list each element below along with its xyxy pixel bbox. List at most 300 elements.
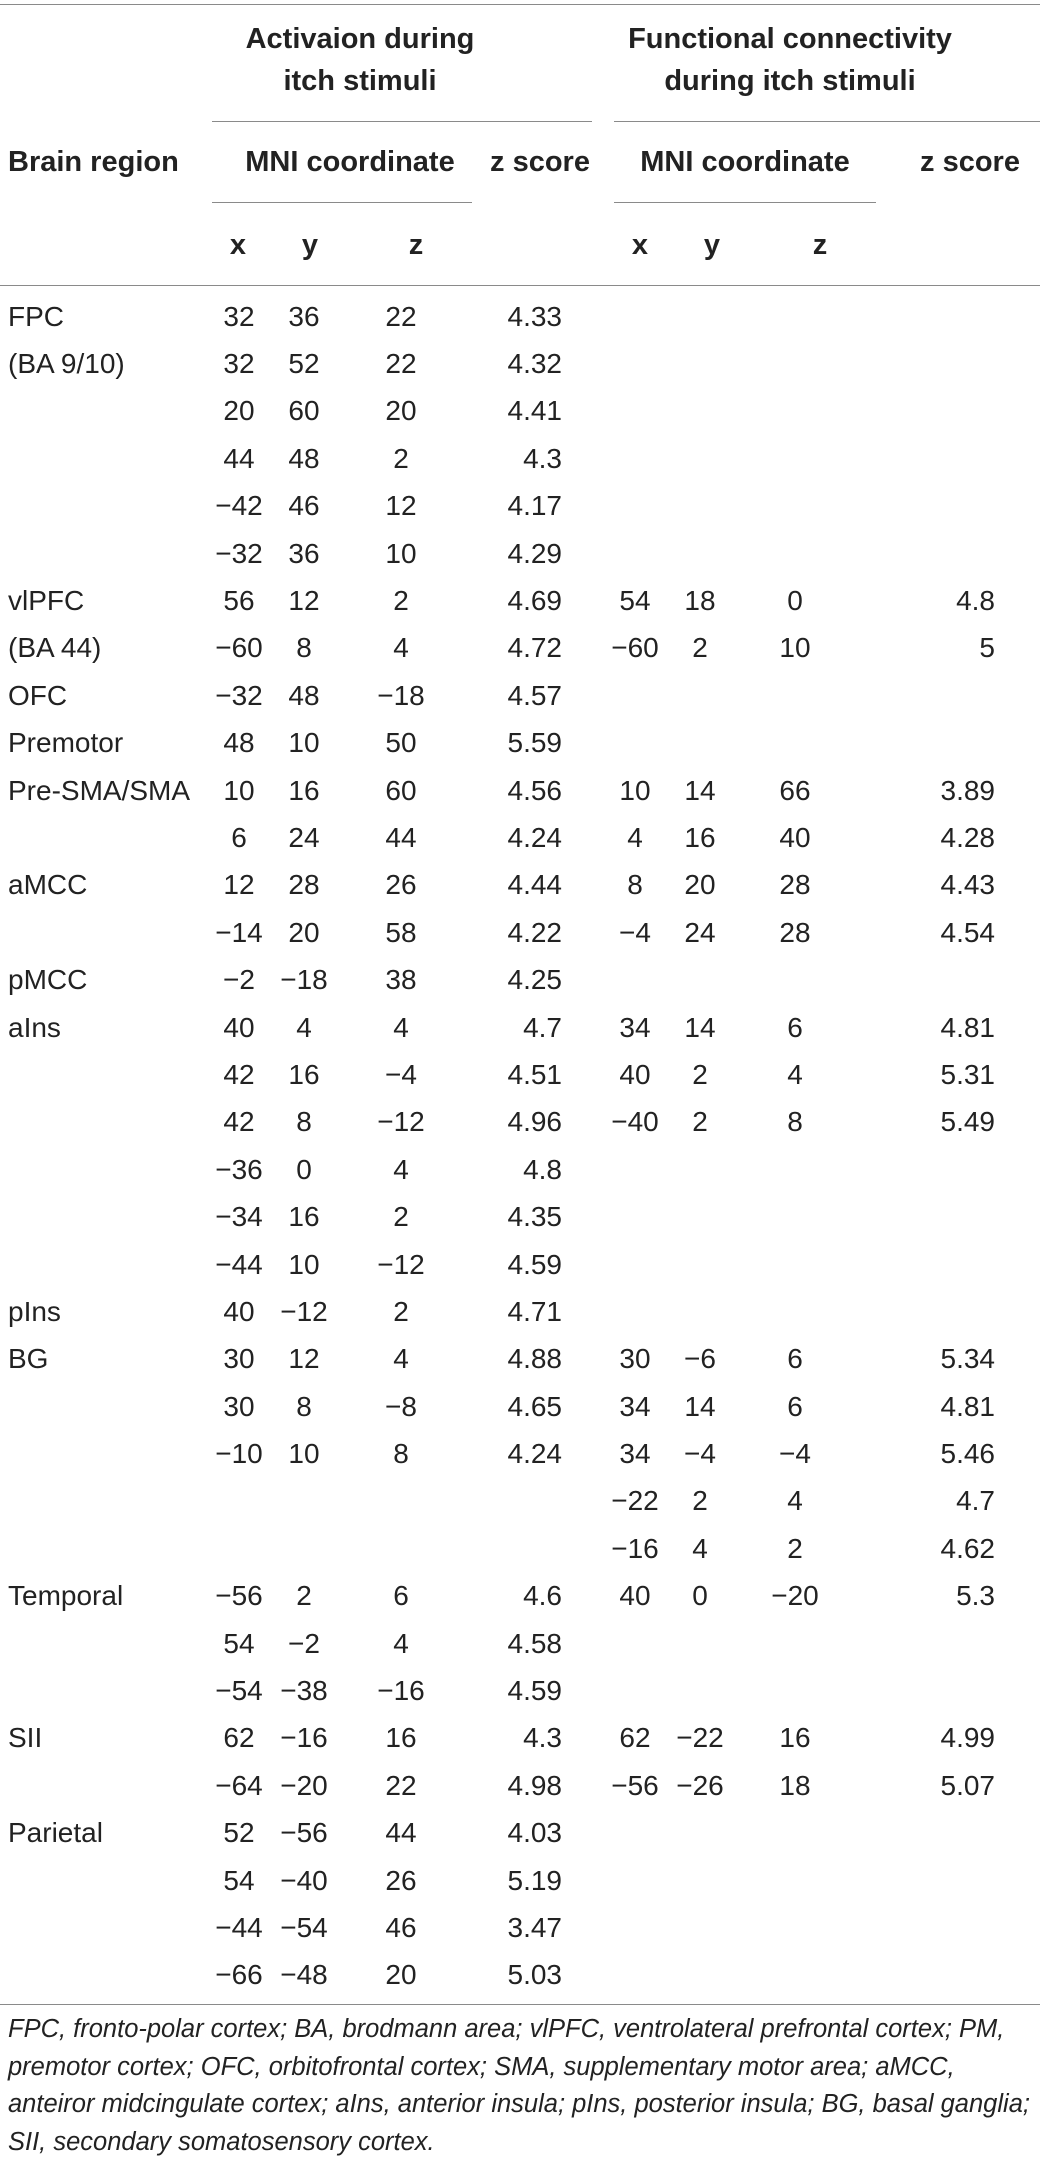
- brain-region-cell: BG: [8, 1343, 49, 1375]
- y-connectivity-cell: 2: [692, 1485, 708, 1517]
- y-connectivity-cell: [664, 1952, 736, 1999]
- y-activation-cell: 28: [288, 869, 320, 901]
- y-connectivity-cell: −6: [684, 1343, 716, 1375]
- brain-region-cell: [0, 1241, 210, 1288]
- z-activation-cell: −8: [385, 1390, 417, 1422]
- zscore-connectivity-cell: 4.99: [940, 1722, 995, 1754]
- table-body: [0, 293, 1040, 1999]
- y-connectivity-cell: [664, 1620, 736, 1667]
- z-connectivity-cell: 66: [779, 774, 811, 806]
- x-connectivity-cell: [606, 1857, 664, 1904]
- y-activation-cell: 46: [288, 490, 320, 522]
- table-row: [0, 909, 1040, 956]
- brain-region-cell: [0, 388, 210, 435]
- table-row: [0, 483, 1040, 530]
- table-row: [0, 1004, 1040, 1051]
- x-activation-cell: −42: [215, 490, 263, 522]
- z-activation-cell: 4: [393, 1343, 409, 1375]
- brain-region-cell: [0, 1952, 210, 1999]
- x-connectivity-cell: [606, 388, 664, 435]
- zscore-activation-cell: 4.59: [507, 1675, 562, 1707]
- x-connectivity-cell: [606, 340, 664, 387]
- z-activation-cell: 4: [393, 632, 409, 664]
- z-connectivity-cell: 8: [787, 1106, 803, 1138]
- z-activation-cell: 2: [393, 585, 409, 617]
- zscore-connectivity-cell: 4.7: [956, 1485, 995, 1517]
- zscore-connectivity-cell: [854, 1904, 1040, 1951]
- zscore-connectivity-cell: [854, 293, 1040, 340]
- brain-region-cell: aIns: [8, 1011, 61, 1043]
- y-connectivity-cell: [664, 1146, 736, 1193]
- y-connectivity-cell: [664, 340, 736, 387]
- x-activation-cell: −36: [215, 1153, 263, 1185]
- y-activation-cell: −38: [280, 1675, 328, 1707]
- zscore-activation-cell: 4.41: [507, 395, 562, 427]
- x-activation-cell: −2: [223, 964, 255, 996]
- y-activation-cell: 2: [296, 1580, 312, 1612]
- y-activation-cell: −54: [280, 1911, 328, 1943]
- brain-region-cell: [0, 1193, 210, 1240]
- x-connectivity-cell: −40: [611, 1106, 659, 1138]
- z-connectivity-cell: [736, 483, 854, 530]
- x-activation-cell: 32: [223, 300, 255, 332]
- y-connectivity-cell: 14: [684, 1011, 716, 1043]
- table-row: [0, 1810, 1040, 1857]
- zscore-connectivity-cell: [854, 1241, 1040, 1288]
- zscore-connectivity-cell: 4.8: [956, 585, 995, 617]
- brain-region-cell: Pre-SMA/SMA: [8, 774, 191, 806]
- mni-coordinate-header-activation: MNI coordinate: [245, 146, 455, 178]
- brain-region-cell: [0, 530, 210, 577]
- z-activation-cell: −12: [377, 1106, 425, 1138]
- z-connectivity-cell: [736, 530, 854, 577]
- x-activation-cell: 20: [223, 395, 255, 427]
- brain-region-header: Brain region: [8, 146, 179, 178]
- zscore-activation-cell: 4.3: [523, 1722, 562, 1754]
- z-connectivity-cell: 10: [779, 632, 811, 664]
- y-connectivity-cell: [664, 483, 736, 530]
- z-connectivity-cell: [736, 672, 854, 719]
- y-connectivity-cell: [664, 1857, 736, 1904]
- y-connectivity-cell: [664, 1667, 736, 1714]
- z-activation-cell: 26: [385, 869, 417, 901]
- y-activation-cell: 8: [296, 1106, 312, 1138]
- x-connectivity-cell: [606, 1241, 664, 1288]
- zscore-connectivity-cell: [854, 1193, 1040, 1240]
- x-connectivity-cell: 30: [619, 1343, 651, 1375]
- mni-rule-connectivity: [614, 202, 876, 203]
- x-activation-cell: 62: [223, 1722, 255, 1754]
- y-connectivity-cell: [664, 435, 736, 482]
- zscore-connectivity-cell: [854, 1857, 1040, 1904]
- z-connectivity-cell: [736, 1952, 854, 1999]
- zscore-activation-cell: 4.59: [507, 1248, 562, 1280]
- table-row: [0, 1525, 1040, 1572]
- brain-region-cell: [0, 909, 210, 956]
- z-activation-cell: 2: [393, 1201, 409, 1233]
- zscore-connectivity-cell: [854, 1810, 1040, 1857]
- y-activation-cell: 10: [288, 727, 320, 759]
- zscore-connectivity-cell: [854, 435, 1040, 482]
- x-connectivity-cell: [606, 672, 664, 719]
- z-header-activation: z: [408, 229, 424, 261]
- x-activation-cell: −44: [215, 1911, 263, 1943]
- zscore-activation-cell: 4.98: [507, 1769, 562, 1801]
- z-header-connectivity: z: [812, 229, 828, 261]
- y-activation-cell: 8: [296, 632, 312, 664]
- zscore-activation-cell: 4.29: [507, 537, 562, 569]
- y-connectivity-cell: [664, 388, 736, 435]
- table-footnote: FPC, fronto-polar cortex; BA, brodmann area; vlPFC, ventrolateral prefrontal cortex; PM, premotor cortex; OFC, orbitofrontal cortex; SMA, supplementary motor area; aMCC, anteiror midcingulate cortex; aIns, anterior insula; pIns, posterior insula; BG, basal ganglia; SII, secondary somatosensory cortex.: [8, 2015, 1030, 2156]
- table-row: [0, 1288, 1040, 1335]
- table-row: [0, 1857, 1040, 1904]
- z-activation-cell: 60: [385, 774, 417, 806]
- x-activation-cell: [210, 1525, 268, 1572]
- zscore-activation-cell: 4.22: [507, 916, 562, 948]
- y-connectivity-cell: [664, 1193, 736, 1240]
- x-connectivity-cell: [606, 530, 664, 577]
- zscore-connectivity-cell: [854, 1667, 1040, 1714]
- table-row: [0, 1051, 1040, 1098]
- table-row: [0, 1430, 1040, 1477]
- y-activation-cell: −48: [280, 1959, 328, 1991]
- table-row: [0, 1241, 1040, 1288]
- y-connectivity-cell: 16: [684, 821, 716, 853]
- zscore-connectivity-cell: [854, 672, 1040, 719]
- table-row: [0, 1573, 1040, 1620]
- y-activation-cell: 24: [288, 821, 320, 853]
- zscore-connectivity-cell: 4.54: [940, 916, 995, 948]
- table-row: [0, 1667, 1040, 1714]
- x-connectivity-cell: 54: [619, 585, 651, 617]
- z-connectivity-cell: [736, 1904, 854, 1951]
- z-connectivity-cell: [736, 435, 854, 482]
- z-connectivity-cell: 28: [779, 869, 811, 901]
- y-activation-cell: 60: [288, 395, 320, 427]
- z-activation-cell: −18: [377, 679, 425, 711]
- zscore-activation-cell: 4.58: [507, 1627, 562, 1659]
- y-connectivity-cell: [664, 1810, 736, 1857]
- z-activation-cell: 22: [385, 300, 417, 332]
- y-activation-cell: 16: [288, 1058, 320, 1090]
- brain-region-cell: pIns: [8, 1295, 61, 1327]
- zscore-activation-cell: 4.33: [507, 300, 562, 332]
- brain-region-cell: Premotor: [8, 727, 124, 759]
- z-connectivity-cell: [736, 1857, 854, 1904]
- y-activation-cell: −18: [280, 964, 328, 996]
- z-activation-cell: 2: [393, 442, 409, 474]
- table-top-rule: [0, 4, 1040, 5]
- x-activation-cell: −14: [215, 916, 263, 948]
- y-header-connectivity: y: [703, 229, 721, 261]
- brain-region-cell: vlPFC: [8, 585, 85, 617]
- table-row: [0, 720, 1040, 767]
- z-activation-cell: 38: [385, 964, 417, 996]
- zscore-activation-cell: 4.17: [507, 490, 562, 522]
- brain-region-cell: [0, 1620, 210, 1667]
- x-connectivity-cell: [606, 435, 664, 482]
- z-connectivity-cell: −20: [771, 1580, 819, 1612]
- brain-region-cell: [0, 435, 210, 482]
- z-connectivity-cell: [736, 388, 854, 435]
- zscore-connectivity-cell: 5.49: [940, 1106, 995, 1138]
- zscore-activation-cell: [462, 1525, 606, 1572]
- zscore-connectivity-cell: 4.81: [940, 1011, 995, 1043]
- x-connectivity-cell: [606, 956, 664, 1003]
- brain-region-cell: aMCC: [8, 869, 88, 901]
- table-row: [0, 1193, 1040, 1240]
- y-connectivity-cell: 20: [684, 869, 716, 901]
- zscore-connectivity-cell: 3.89: [940, 774, 995, 806]
- x-activation-cell: 54: [223, 1627, 255, 1659]
- z-activation-cell: 12: [385, 490, 417, 522]
- x-activation-cell: −10: [215, 1438, 263, 1470]
- x-connectivity-cell: 40: [619, 1058, 651, 1090]
- x-connectivity-cell: 34: [619, 1011, 651, 1043]
- z-activation-cell: 26: [385, 1864, 417, 1896]
- brain-region-cell: [0, 1099, 210, 1146]
- x-connectivity-cell: −4: [619, 916, 651, 948]
- z-activation-cell: −4: [385, 1058, 417, 1090]
- y-activation-cell: [268, 1525, 340, 1572]
- mni-coordinate-header-connectivity: MNI coordinate: [640, 146, 850, 178]
- activation-header-line-2: itch stimuli: [283, 65, 437, 97]
- z-connectivity-cell: [736, 720, 854, 767]
- y-activation-cell: 10: [288, 1438, 320, 1470]
- table-row: [0, 1383, 1040, 1430]
- zscore-activation-cell: 4.6: [523, 1580, 562, 1612]
- x-activation-cell: 42: [223, 1058, 255, 1090]
- x-activation-cell: −60: [215, 632, 263, 664]
- y-connectivity-cell: −4: [684, 1438, 716, 1470]
- z-activation-cell: 6: [393, 1580, 409, 1612]
- z-connectivity-cell: 0: [787, 585, 803, 617]
- y-activation-cell: −20: [280, 1769, 328, 1801]
- zscore-activation-cell: 4.24: [507, 821, 562, 853]
- table-row: [0, 1620, 1040, 1667]
- zscore-connectivity-cell: 5.07: [940, 1769, 995, 1801]
- y-connectivity-cell: [664, 956, 736, 1003]
- z-connectivity-cell: [736, 293, 854, 340]
- zscore-activation-cell: 4.44: [507, 869, 562, 901]
- y-connectivity-cell: −26: [676, 1769, 724, 1801]
- x-activation-cell: 40: [223, 1295, 255, 1327]
- y-connectivity-cell: 24: [684, 916, 716, 948]
- x-connectivity-cell: −16: [611, 1532, 659, 1564]
- x-activation-cell: 48: [223, 727, 255, 759]
- y-activation-cell: −56: [280, 1817, 328, 1849]
- y-activation-cell: 4: [296, 1011, 312, 1043]
- x-connectivity-cell: [606, 293, 664, 340]
- z-activation-cell: 44: [385, 1817, 417, 1849]
- brain-region-cell: [0, 1525, 210, 1572]
- brain-region-cell: pMCC: [8, 964, 88, 996]
- y-activation-cell: 16: [288, 1201, 320, 1233]
- zscore-connectivity-cell: [854, 1620, 1040, 1667]
- table-row: [0, 956, 1040, 1003]
- z-activation-cell: 22: [385, 348, 417, 380]
- connectivity-group-header: [600, 18, 980, 102]
- zscore-connectivity-cell: 4.43: [940, 869, 995, 901]
- table-row: [0, 1146, 1040, 1193]
- table-row: [0, 1336, 1040, 1383]
- x-connectivity-cell: [606, 720, 664, 767]
- z-activation-cell: 10: [385, 537, 417, 569]
- x-activation-cell: 42: [223, 1106, 255, 1138]
- x-activation-cell: 6: [231, 821, 247, 853]
- z-connectivity-cell: −4: [779, 1438, 811, 1470]
- zscore-activation-cell: 5.59: [507, 727, 562, 759]
- z-activation-cell: −16: [377, 1675, 425, 1707]
- x-activation-cell: 30: [223, 1343, 255, 1375]
- x-activation-cell: −64: [215, 1769, 263, 1801]
- table-row: [0, 814, 1040, 861]
- x-header-activation: x: [229, 229, 247, 261]
- z-connectivity-cell: 6: [787, 1390, 803, 1422]
- z-activation-cell: [340, 1525, 462, 1572]
- table-row: [0, 767, 1040, 814]
- brain-region-cell: OFC: [8, 679, 68, 711]
- z-connectivity-cell: [736, 1810, 854, 1857]
- zscore-activation-cell: 4.3: [523, 442, 562, 474]
- zscore-connectivity-cell: 5.31: [940, 1058, 995, 1090]
- table-row: [0, 1715, 1040, 1762]
- group-header-rule-left: [212, 121, 592, 122]
- zscore-connectivity-cell: [854, 388, 1040, 435]
- zscore-connectivity-cell: [854, 530, 1040, 577]
- y-activation-cell: 12: [288, 1343, 320, 1375]
- zscore-activation-cell: 4.69: [507, 585, 562, 617]
- brain-region-cell: [0, 1478, 210, 1525]
- zscore-connectivity-cell: [854, 1288, 1040, 1335]
- y-activation-cell: 12: [288, 585, 320, 617]
- table-row: [0, 293, 1040, 340]
- brain-region-cell: [0, 1146, 210, 1193]
- x-connectivity-cell: 62: [619, 1722, 651, 1754]
- x-activation-cell: −54: [215, 1675, 263, 1707]
- brain-region-cell: [0, 1904, 210, 1951]
- brain-region-cell: [0, 1857, 210, 1904]
- z-activation-cell: 58: [385, 916, 417, 948]
- zscore-activation-cell: 4.03: [507, 1817, 562, 1849]
- zscore-activation-cell: 4.65: [507, 1390, 562, 1422]
- z-connectivity-cell: 4: [787, 1058, 803, 1090]
- x-connectivity-cell: −56: [611, 1769, 659, 1801]
- brain-region-cell: (BA 44): [8, 632, 102, 664]
- z-connectivity-cell: 16: [779, 1722, 811, 1754]
- zscore-connectivity-cell: [854, 483, 1040, 530]
- x-connectivity-cell: [606, 483, 664, 530]
- y-connectivity-cell: 14: [684, 1390, 716, 1422]
- x-activation-cell: 56: [223, 585, 255, 617]
- z-connectivity-cell: 4: [787, 1485, 803, 1517]
- x-activation-cell: [210, 1478, 268, 1525]
- x-activation-cell: 30: [223, 1390, 255, 1422]
- table-row: [0, 1762, 1040, 1809]
- zscore-activation-cell: [462, 1478, 606, 1525]
- z-activation-cell: 8: [393, 1438, 409, 1470]
- y-activation-cell: −40: [280, 1864, 328, 1896]
- x-connectivity-cell: 4: [627, 821, 643, 853]
- y-activation-cell: 0: [296, 1153, 312, 1185]
- zscore-activation-cell: 4.25: [507, 964, 562, 996]
- zscore-connectivity-cell: 5.3: [956, 1580, 995, 1612]
- z-activation-cell: 4: [393, 1011, 409, 1043]
- z-activation-cell: 4: [393, 1627, 409, 1659]
- z-activation-cell: 50: [385, 727, 417, 759]
- x-connectivity-cell: [606, 1620, 664, 1667]
- x-connectivity-cell: 8: [627, 869, 643, 901]
- table-row: [0, 435, 1040, 482]
- x-activation-cell: −66: [215, 1959, 263, 1991]
- brain-region-cell: [0, 814, 210, 861]
- y-connectivity-cell: [664, 672, 736, 719]
- z-activation-cell: 44: [385, 821, 417, 853]
- y-connectivity-cell: 18: [684, 585, 716, 617]
- y-connectivity-cell: [664, 1288, 736, 1335]
- x-activation-cell: 12: [223, 869, 255, 901]
- z-connectivity-cell: [736, 1146, 854, 1193]
- zscore-activation-cell: 4.71: [507, 1295, 562, 1327]
- z-connectivity-cell: [736, 956, 854, 1003]
- z-connectivity-cell: [736, 1193, 854, 1240]
- y-activation-cell: 16: [288, 774, 320, 806]
- y-header-activation: y: [301, 229, 319, 261]
- y-activation-cell: 48: [288, 442, 320, 474]
- y-activation-cell: 52: [288, 348, 320, 380]
- x-connectivity-cell: [606, 1288, 664, 1335]
- zscore-activation-cell: 4.51: [507, 1058, 562, 1090]
- y-activation-cell: 10: [288, 1248, 320, 1280]
- y-activation-cell: −12: [280, 1295, 328, 1327]
- table-row: [0, 1952, 1040, 1999]
- activation-group-header: [200, 18, 520, 102]
- z-connectivity-cell: [736, 1241, 854, 1288]
- table-row: [0, 1478, 1040, 1525]
- zscore-connectivity-cell: [854, 1146, 1040, 1193]
- z-connectivity-cell: 28: [779, 916, 811, 948]
- table-row: [0, 388, 1040, 435]
- z-activation-cell: −12: [377, 1248, 425, 1280]
- x-connectivity-cell: −22: [611, 1485, 659, 1517]
- brain-region-cell: (BA 9/10): [8, 348, 125, 380]
- x-connectivity-cell: 34: [619, 1390, 651, 1422]
- x-activation-cell: 10: [223, 774, 255, 806]
- x-connectivity-cell: [606, 1667, 664, 1714]
- x-connectivity-cell: −60: [611, 632, 659, 664]
- y-connectivity-cell: 14: [684, 774, 716, 806]
- data-table: [0, 293, 1040, 1999]
- z-connectivity-cell: 2: [787, 1532, 803, 1564]
- z-connectivity-cell: 6: [787, 1343, 803, 1375]
- x-activation-cell: 54: [223, 1864, 255, 1896]
- zscore-activation-cell: 4.24: [507, 1438, 562, 1470]
- brain-region-cell: [0, 1762, 210, 1809]
- y-connectivity-cell: 0: [692, 1580, 708, 1612]
- activation-header-line-1: Activaion during: [245, 23, 475, 55]
- y-connectivity-cell: 2: [692, 632, 708, 664]
- y-activation-cell: 36: [288, 300, 320, 332]
- zscore-connectivity-cell: [854, 1952, 1040, 1999]
- x-header-connectivity: x: [631, 229, 649, 261]
- x-activation-cell: −56: [215, 1580, 263, 1612]
- table-row: [0, 530, 1040, 577]
- y-activation-cell: [268, 1478, 340, 1525]
- zscore-connectivity-cell: [854, 340, 1040, 387]
- z-connectivity-cell: 18: [779, 1769, 811, 1801]
- brain-region-cell: [0, 1383, 210, 1430]
- z-connectivity-cell: 6: [787, 1011, 803, 1043]
